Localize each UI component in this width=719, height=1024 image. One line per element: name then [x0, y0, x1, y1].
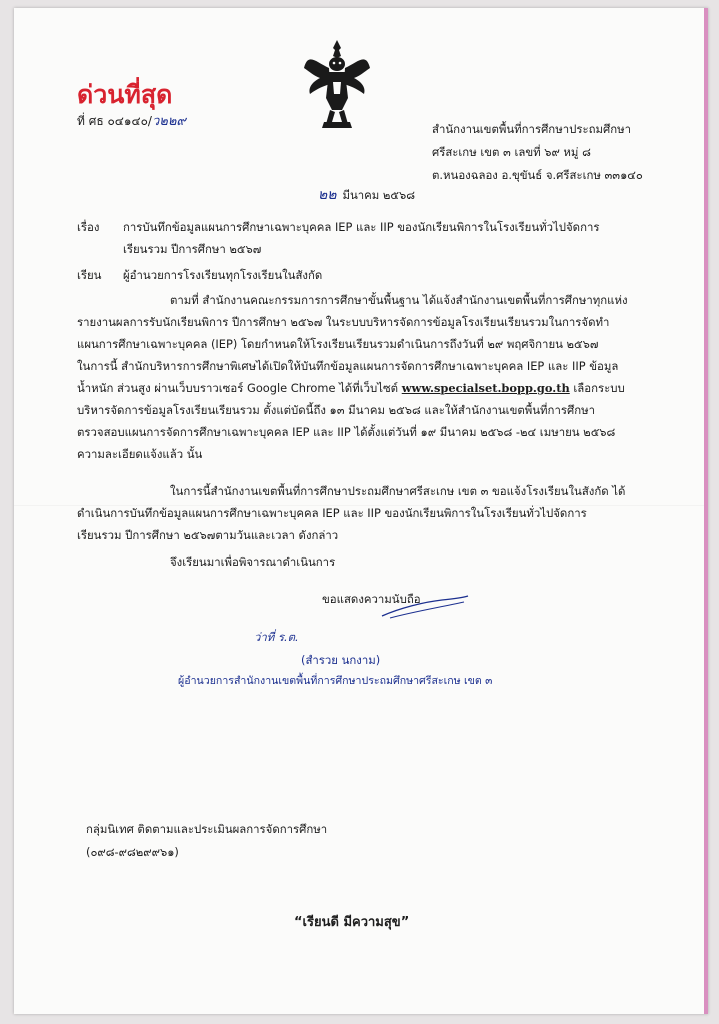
para2-line-2: ดำเนินการบันทึกข้อมูลแผนการศึกษาเฉพาะบุคคล IEP และ IIP ของนักเรียนพิการในโรงเรียนทั่วไปจัดการ: [77, 506, 587, 520]
letter-date: [318, 186, 415, 204]
ref-prefix: ที่ ศธ ๐๔๑๔๐/: [77, 114, 152, 128]
closing-request: จึงเรียนมาเพื่อพิจารณาดำเนินการ: [170, 555, 336, 569]
para2-line-1: ในการนี้สำนักงานเขตพื้นที่การศึกษาประถมศึกษาศรีสะเกษ เขต ๓ ขอแจ้งโรงเรียนในสังกัด ได้: [170, 484, 626, 498]
para1-line-5: [77, 379, 644, 397]
issuing-unit: กลุ่มนิเทศ ติดตามและประเมินผลการจัดการศึกษา: [86, 822, 328, 836]
para1-line-3: แผนการศึกษาเฉพาะบุคคล (IEP) โดยกำหนดให้โรงเรียนเรียนรวมดำเนินการถึงวันที่ ๒๙ พฤศจิกายน ๒๕๖๗: [77, 337, 599, 351]
para1-line-2: รายงานผลการรับนักเรียนพิการ ปีการศึกษา ๒๕๖๗ ในระบบบริหารจัดการข้อมูลโรงเรียนเรียนรวมในการจัดทำ: [77, 315, 610, 329]
para2-line-3: เรียนรวม ปีการศึกษา ๒๕๖๗ตามวันและเวลา ดังกล่าว: [77, 528, 339, 542]
date-day-handwritten: ๒๒: [318, 187, 337, 203]
salutation-label: เรียน: [77, 268, 102, 282]
website-after-text: เลือกระบบ: [573, 381, 625, 395]
reference-number: [77, 112, 186, 131]
office-address-line-3: ต.หนองฉลอง อ.ขุขันธ์ จ.ศรีสะเกษ ๓๓๑๔๐: [432, 168, 643, 182]
salutation-recipient: ผู้อำนวยการโรงเรียนทุกโรงเรียนในสังกัด: [123, 268, 323, 282]
para1-line-8: ความละเอียดแจ้งแล้ว นั้น: [77, 447, 203, 461]
ref-handwritten-number: ว๒๒๙: [151, 114, 186, 129]
signatory-name: (สำรวย นกงาม): [301, 653, 381, 667]
garuda-emblem-icon: [302, 38, 372, 130]
para1-line-4: ในการนี้ สำนักบริหารการศึกษาพิเศษได้เปิดให้บันทึกข้อมูลแผนการจัดการศึกษาเฉพาะบุคคล IEP และ IIP ข้อมูล: [77, 359, 619, 373]
office-address-line-1: สำนักงานเขตพื้นที่การศึกษาประถมศึกษา: [432, 122, 632, 136]
office-address-line-2: ศรีสะเกษ เขต ๓ เลขที่ ๖๙ หมู่ ๘: [432, 145, 591, 159]
motto: “เรียนดี มีความสุข”: [294, 915, 410, 930]
para1-line-6: บริหารจัดการข้อมูลโรงเรียนเรียนรวม ตั้งแต่บัดนี้ถึง ๑๓ มีนาคม ๒๕๖๘ และให้สำนักงานเขตพื้นที่การศึกษา: [77, 403, 596, 417]
para1-line-1: ตามที่ สำนักงานคณะกรรมการการศึกษาขั้นพื้นฐาน ได้แจ้งสำนักงานเขตพื้นที่การศึกษาทุกแห่ง: [170, 293, 628, 307]
signatory-position: ผู้อำนวยการสำนักงานเขตพื้นที่การศึกษาประถมศึกษาศรีสะเกษ เขต ๓: [178, 675, 493, 687]
handwritten-signature-icon: [378, 588, 470, 622]
para1-line-5-text: น้ำหนัก ส่วนสูง ผ่านเว็บบราวเซอร์ Google Chrome ได้ที่เว็บไซต์: [77, 381, 399, 395]
acting-rank-note: ว่าที่ ร.ต.: [254, 630, 299, 644]
urgency-stamp: ด่วนที่สุด: [77, 80, 173, 109]
para1-line-7: ตรวจสอบแผนการจัดการศึกษาเฉพาะบุคคล IEP และ IIP ได้ตั้งแต่วันที่ ๑๙ มีนาคม ๒๕๖๘ -๒๔ เมษายน ๒๕๖๘: [77, 425, 616, 439]
unit-phone: (๐๙๘-๙๘๒๙๙๖๑): [86, 845, 179, 859]
subject-label: เรื่อง: [77, 220, 100, 234]
website-link[interactable]: www.specialset.bopp.go.th: [401, 381, 570, 395]
regards-text: ขอแสดงความนับถือ: [322, 592, 421, 606]
subject-line-1: การบันทึกข้อมูลแผนการศึกษาเฉพาะบุคคล IEP และ IIP ของนักเรียนพิการในโรงเรียนทั่วไปจัดการ: [123, 220, 600, 234]
subject-line-2: เรียนรวม ปีการศึกษา ๒๕๖๗: [123, 242, 262, 256]
date-month-year: มีนาคม ๒๕๖๘: [342, 188, 416, 202]
